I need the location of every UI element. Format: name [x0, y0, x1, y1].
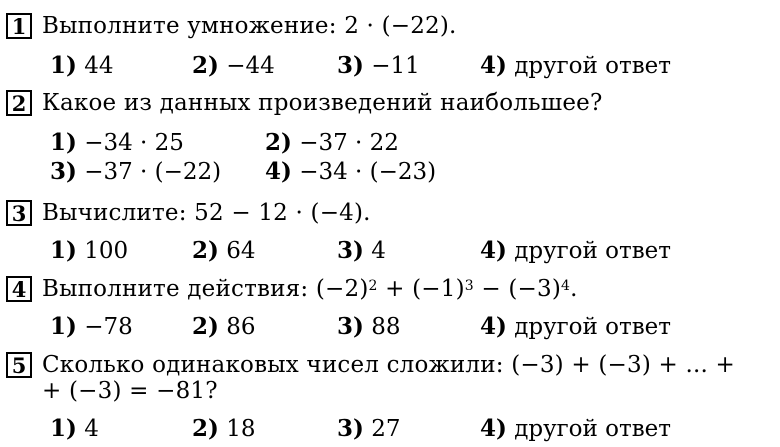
question-number: 4 [6, 276, 32, 302]
question-prompt: Вычислите: 52 − 12 · (−4). [42, 200, 371, 226]
answer-option: 2) 18 [192, 415, 256, 442]
answer-option: 3) −37 · (−22) [50, 158, 222, 185]
question-number: 3 [6, 200, 32, 226]
question-prompt: Выполните умножение: 2 · (−22). [42, 13, 457, 39]
answer-option: 4) другой ответ [480, 52, 672, 79]
answer-option: 4) −34 · (−23) [265, 158, 437, 185]
answer-option: 3) 88 [337, 313, 401, 340]
answer-option: 4) другой ответ [480, 415, 672, 442]
answer-option: 1) 100 [50, 237, 129, 264]
question-prompt: Какое из данных произведений наибольшее? [42, 90, 603, 116]
answer-option: 1) 4 [50, 415, 99, 442]
question-number: 2 [6, 90, 32, 116]
question-number: 5 [6, 352, 32, 378]
answer-option: 2) −44 [192, 52, 275, 79]
answer-option: 4) другой ответ [480, 313, 672, 340]
question-2 [6, 90, 603, 116]
question-4 [6, 276, 578, 302]
answer-option: 2) 64 [192, 237, 256, 264]
answer-option: 1) −78 [50, 313, 133, 340]
answer-option: 3) 27 [337, 415, 401, 442]
answer-option: 1) 44 [50, 52, 114, 79]
question-1 [6, 13, 457, 39]
question-number: 1 [6, 13, 32, 39]
answer-option: 3) 4 [337, 237, 386, 264]
answer-option: 1) −34 · 25 [50, 129, 184, 156]
answer-option: 2) −37 · 22 [265, 129, 399, 156]
question-prompt: Сколько одинаковых чисел сложили: (−3) + (−3) + ... + + (−3) = −81? [42, 352, 736, 404]
question-3 [6, 200, 371, 226]
answer-option: 4) другой ответ [480, 237, 672, 264]
question-prompt: Выполните действия: $(-2)^2 + (-1)^3 - (-3)^4$. [42, 276, 578, 302]
answer-option: 2) 86 [192, 313, 256, 340]
answer-option: 3) −11 [337, 52, 420, 79]
question-5 [6, 352, 735, 404]
